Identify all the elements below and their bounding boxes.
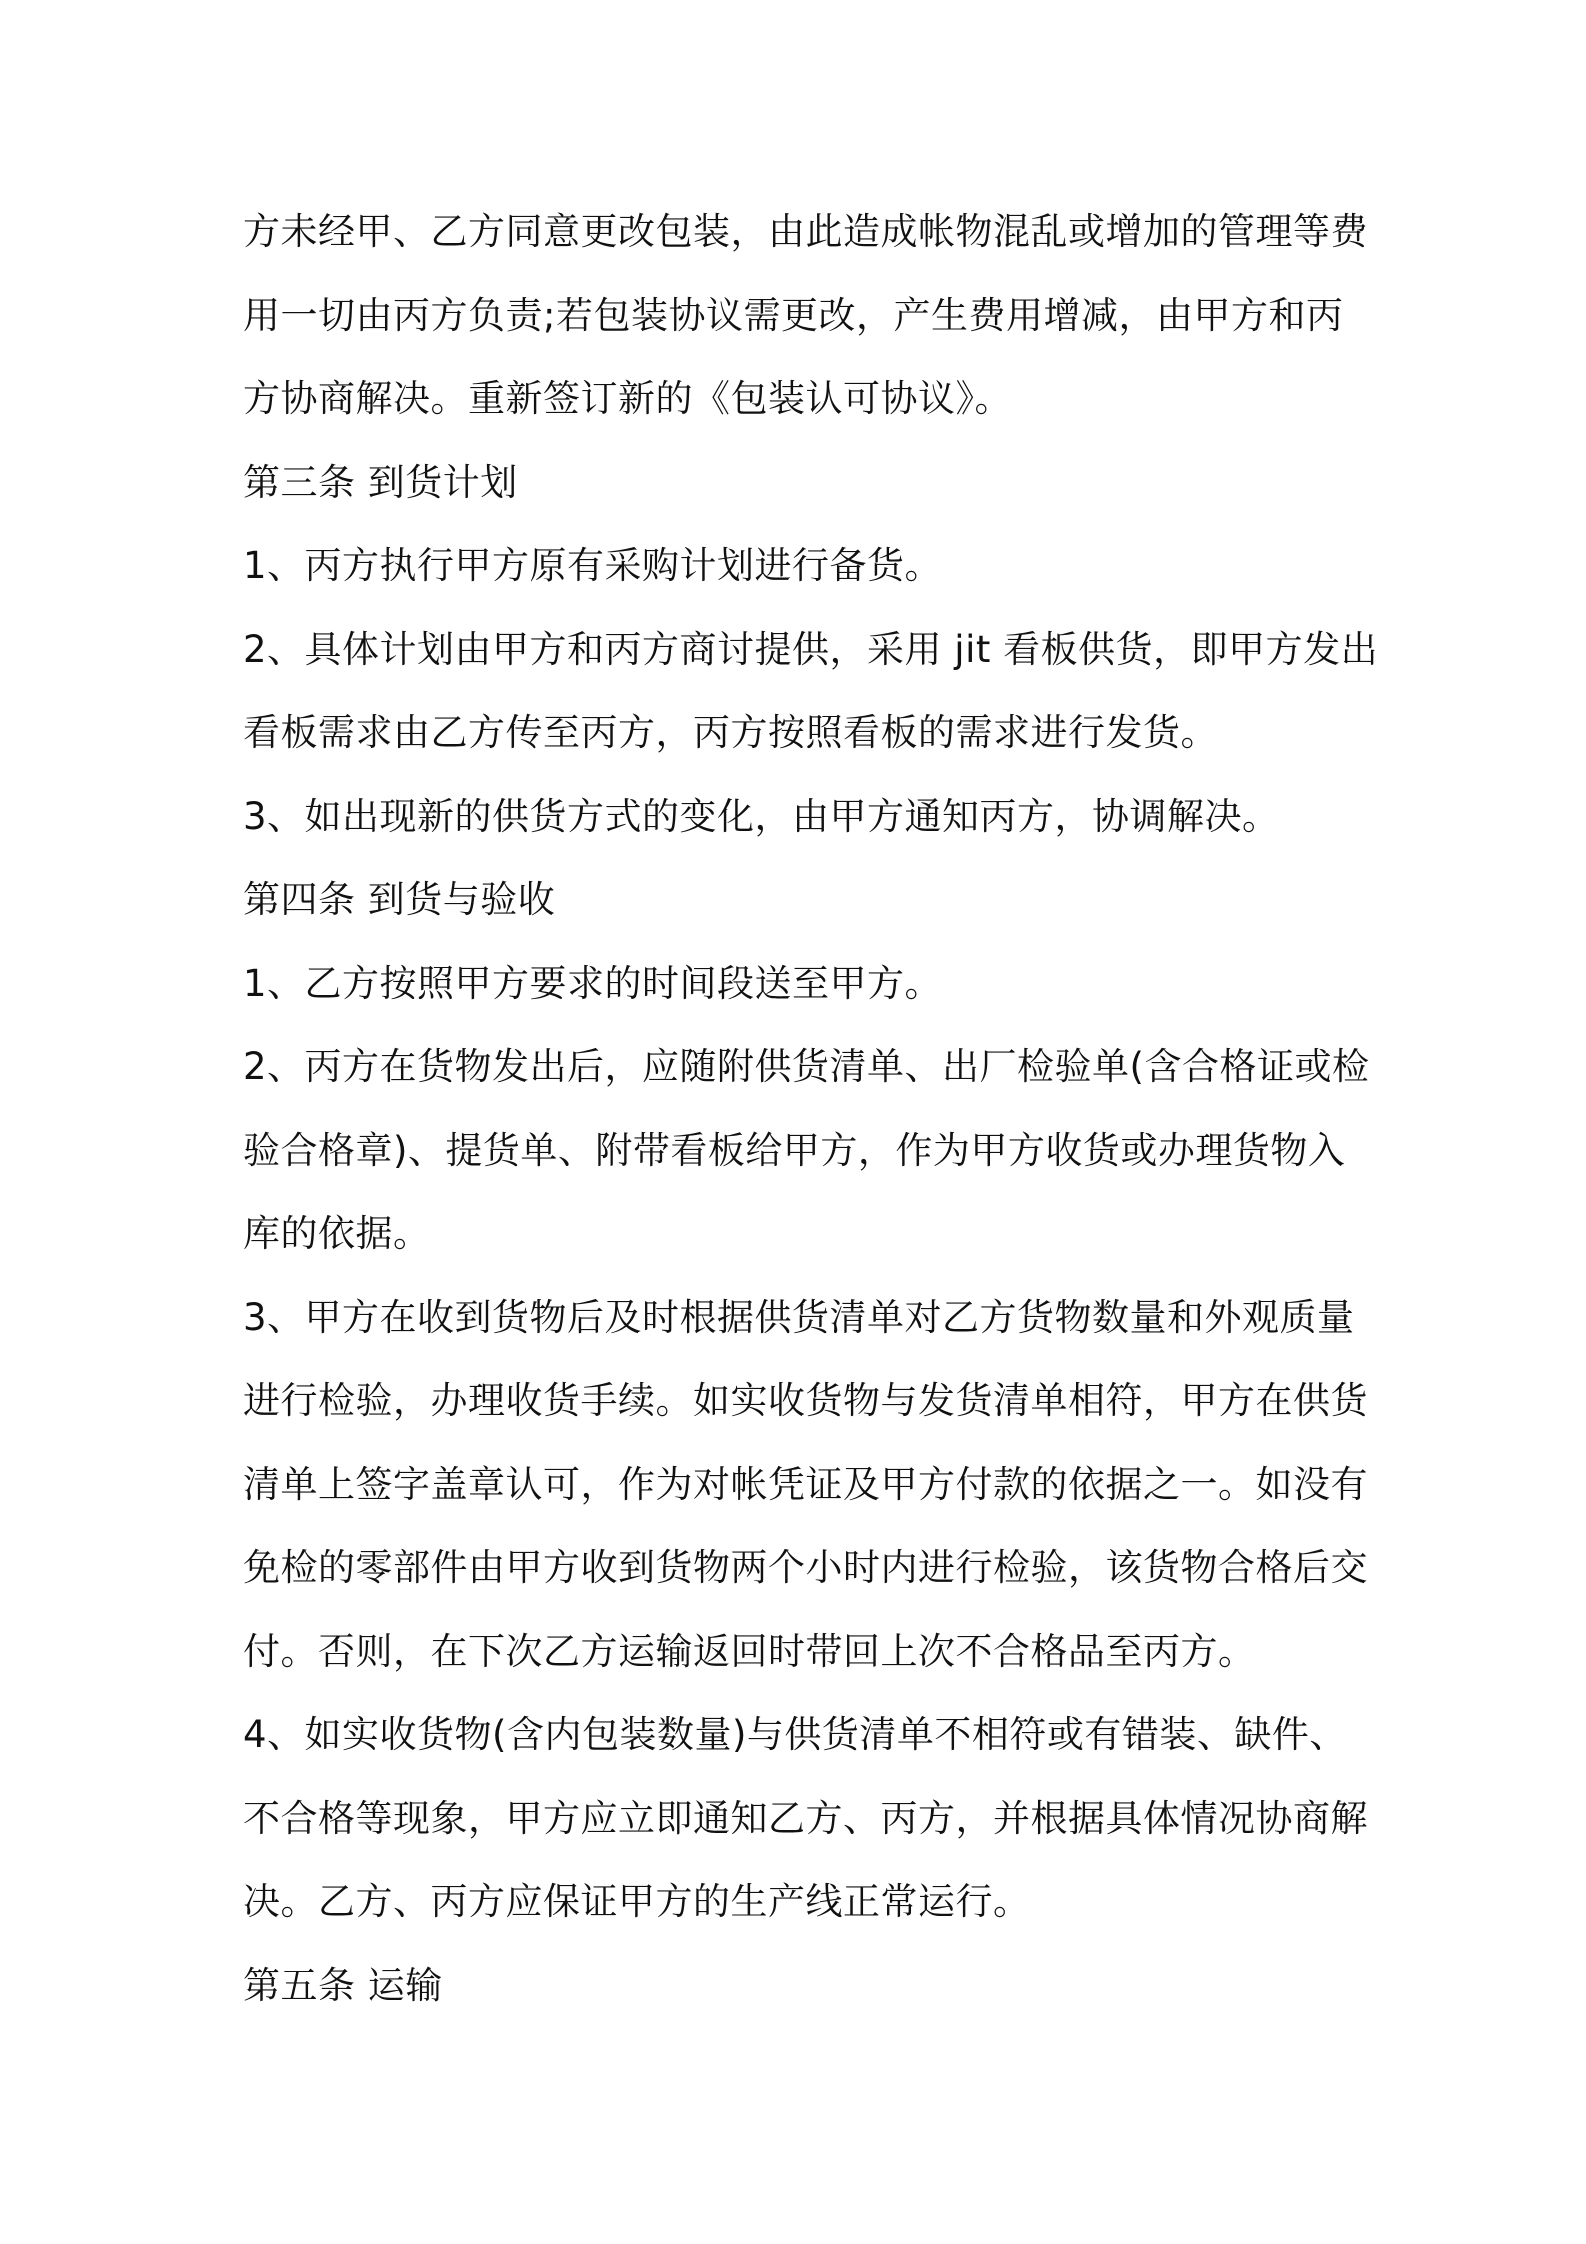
paragraph-line: 用一切由丙方负责;若包装协议需更改，产生费用增减，由甲方和丙 — [243, 293, 1344, 337]
paragraph-line: 2、丙方在货物发出后，应随附供货清单、出厂检验单(含合格证或检 — [243, 1045, 1370, 1088]
paragraph-line: 进行检验，办理收货手续。如实收货物与发货清单相符，甲方在供货 — [243, 1379, 1368, 1422]
paragraph-line: 库的依据。 — [243, 1212, 431, 1255]
paragraph-line: 4、如实收货物(含内包装数量)与供货清单不相符或有错装、缺件、 — [243, 1713, 1347, 1756]
paragraph-line: 2、具体计划由甲方和丙方商讨提供，采用 jit 看板供货，即甲方发出 — [243, 627, 1379, 671]
paragraph-line: 方未经甲、乙方同意更改包装，由此造成帐物混乱或增加的管理等费 — [243, 210, 1368, 253]
paragraph-line: 看板需求由乙方传至丙方，丙方按照看板的需求进行发货。 — [243, 711, 1218, 754]
paragraph-line: 验合格章)、提货单、附带看板给甲方，作为甲方收货或办理货物入 — [243, 1128, 1346, 1172]
paragraph-line: 3、如出现新的供货方式的变化，由甲方通知丙方，协调解决。 — [243, 794, 1280, 838]
paragraph-line: 清单上签字盖章认可，作为对帐凭证及甲方付款的依据之一。如没有 — [243, 1462, 1368, 1506]
paragraph-line: 决。乙方、丙方应保证甲方的生产线正常运行。 — [243, 1880, 1031, 1923]
paragraph-line: 免检的零部件由甲方收到货物两个小时内进行检验，该货物合格后交 — [243, 1546, 1368, 1589]
section-heading-article-4: 第四条 到货与验收 — [243, 878, 556, 921]
section-heading-article-3: 第三条 到货计划 — [243, 460, 518, 504]
paragraph-line: 付。否则，在下次乙方运输返回时带回上次不合格品至丙方。 — [243, 1629, 1256, 1673]
contract-text-body — [243, 190, 1379, 2027]
paragraph-line: 1、丙方执行甲方原有采购计划进行备货。 — [243, 544, 943, 587]
section-heading-article-5: 第五条 运输 — [243, 1963, 443, 2007]
paragraph-line: 方协商解决。重新签订新的《包装认可协议》。 — [243, 377, 1012, 420]
paragraph-line: 3、甲方在收到货物后及时根据供货清单对乙方货物数量和外观质量 — [243, 1295, 1355, 1339]
paragraph-line: 1、乙方按照甲方要求的时间段送至甲方。 — [243, 961, 943, 1005]
paragraph-line: 不合格等现象，甲方应立即通知乙方、丙方，并根据具体情况协商解 — [243, 1796, 1368, 1840]
